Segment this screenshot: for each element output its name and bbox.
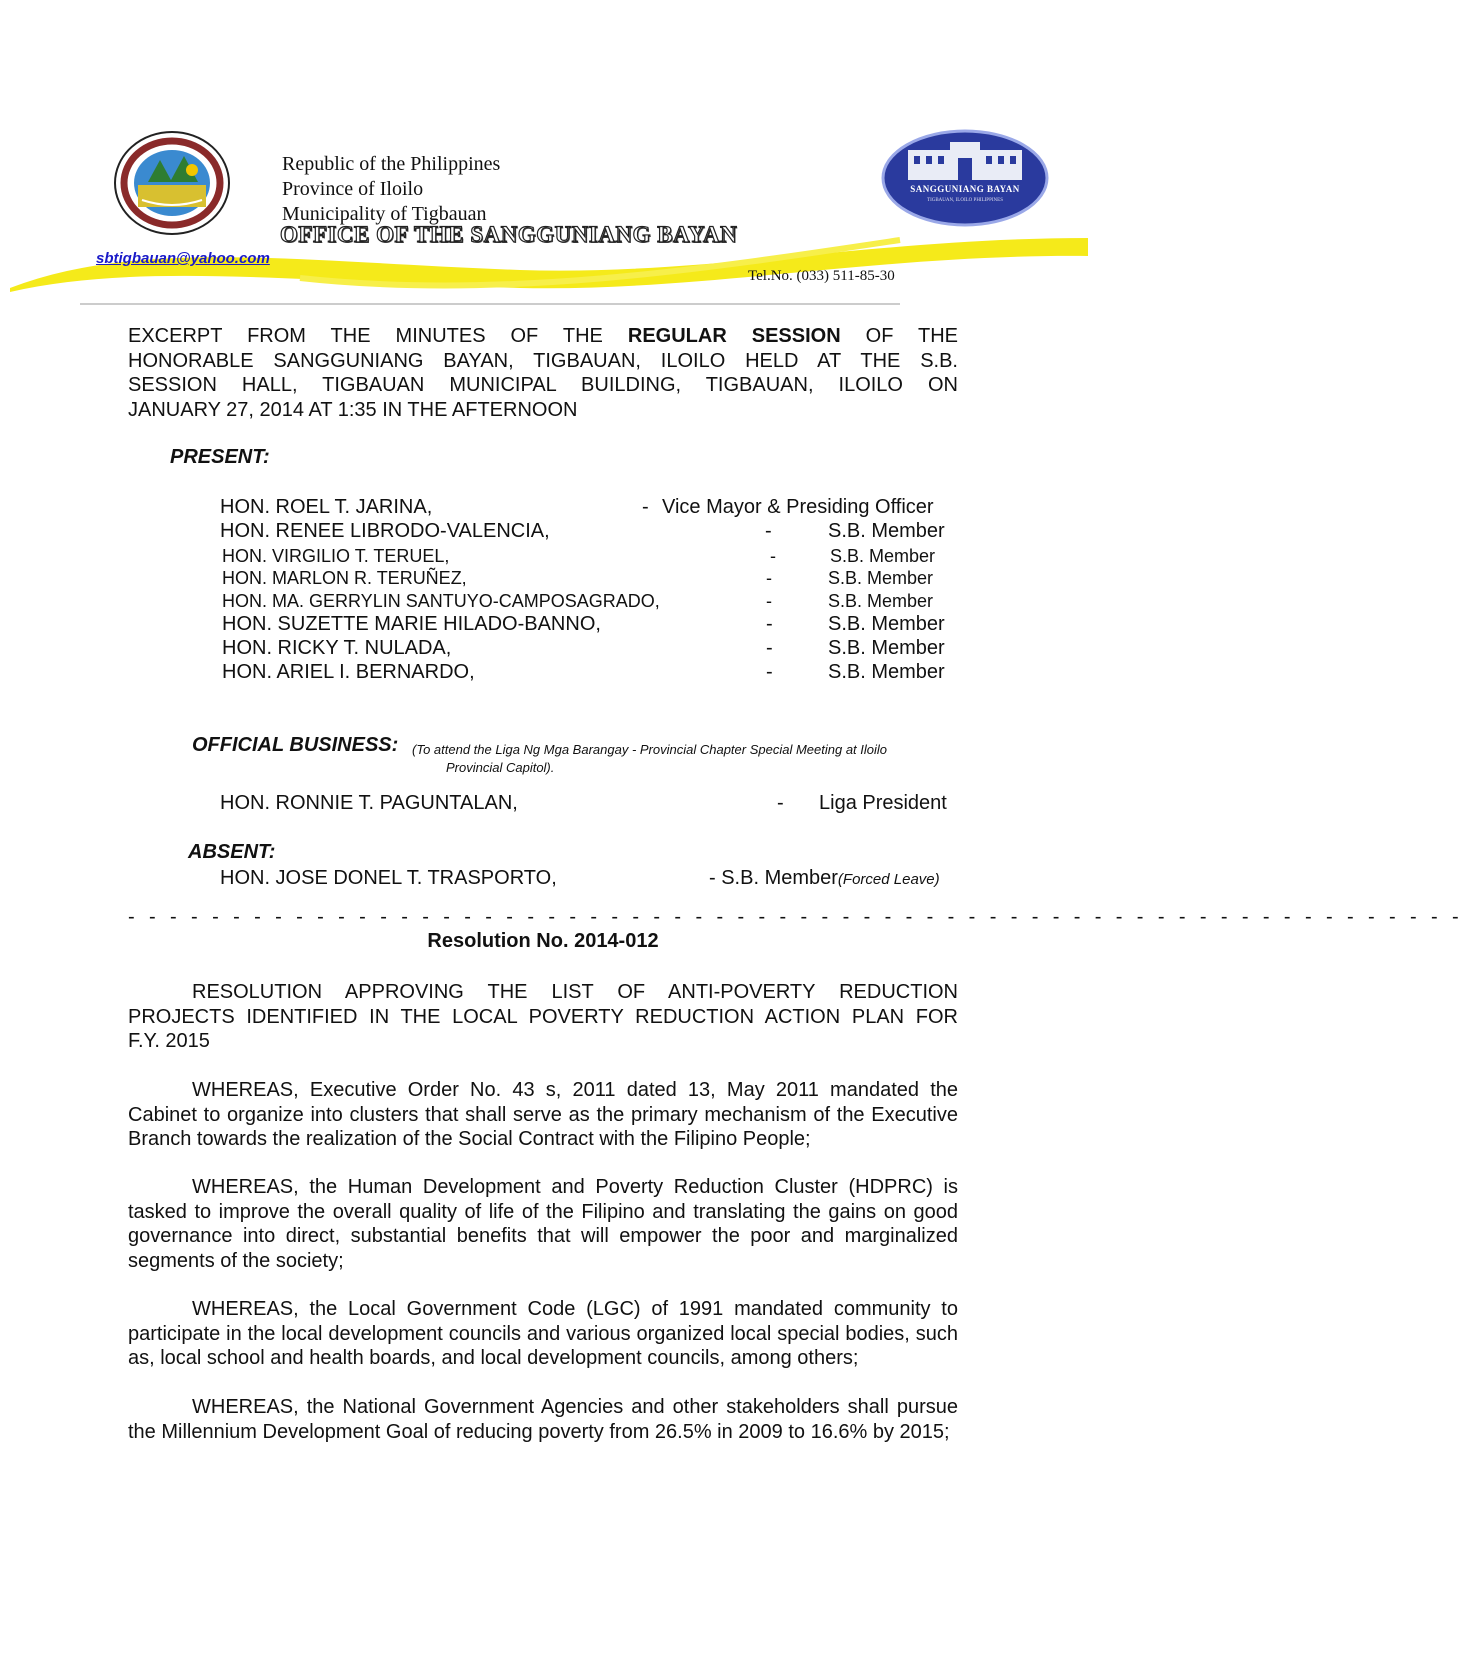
resolution-title-line-3: F.Y. 2015 bbox=[128, 1030, 210, 1052]
separator-line: - - - - - - - - - - - - - - - - - - - - - - - - - - - - - - - - - - - - - - - - - - - - - - - - - - - - - - - - - - - - - - - - bbox=[128, 906, 1463, 928]
member-dash: - bbox=[766, 637, 773, 659]
resolution-title bbox=[128, 980, 958, 1054]
whereas-paragraph: WHEREAS, the Local Government Code (LGC) of 1991 mandated community to participate in the local development councils and various organized local special bodies, such as, local school and health boards, and local development councils, among others; bbox=[128, 1298, 958, 1370]
member-row bbox=[220, 545, 960, 567]
session-type: REGULAR SESSION bbox=[627, 325, 841, 347]
absent-row bbox=[220, 866, 960, 890]
member-name: HON. JOSE DONEL T. TRASPORTO, bbox=[220, 867, 557, 889]
member-role: S.B. Member bbox=[828, 637, 945, 659]
member-name: HON. ARIEL I. BERNARDO, bbox=[222, 661, 475, 683]
member-name: HON. ROEL T. JARINA, bbox=[220, 496, 433, 518]
member-role: S.B. Member bbox=[828, 661, 945, 683]
member-role: S.B. Member bbox=[828, 613, 945, 635]
excerpt-line-2: HONORABLE SANGGUNIANG BAYAN, TIGBAUAN, ILOILO HELD AT THE S.B. bbox=[128, 349, 958, 372]
whereas-paragraph: WHEREAS, the National Government Agencies and other stakeholders shall pursue the Millennium Development Goal of reducing poverty from 26.5% in 2009 to 16.6% by 2015; bbox=[128, 1396, 958, 1443]
official-business-label: OFFICIAL BUSINESS: bbox=[192, 734, 399, 756]
member-role: S.B. Member bbox=[828, 591, 934, 611]
member-role: Liga President bbox=[819, 792, 947, 814]
excerpt-line-3: SESSION HALL, TIGBAUAN MUNICIPAL BUILDING, TIGBAUAN, ILOILO ON bbox=[128, 374, 958, 396]
member-name: HON. VIRGILIO T. TERUEL, bbox=[222, 546, 450, 566]
member-row bbox=[220, 567, 960, 589]
member-row bbox=[220, 612, 960, 636]
member-name: HON. RONNIE T. PAGUNTALAN, bbox=[220, 792, 518, 814]
member-dash: - bbox=[765, 520, 772, 542]
republic-line: Republic of the Philippines bbox=[282, 153, 501, 175]
municipality-line: Municipality of Tigbauan bbox=[282, 203, 487, 225]
present-label: PRESENT: bbox=[170, 446, 270, 468]
member-name: HON. MARLON R. TERUÑEZ, bbox=[222, 568, 467, 588]
whereas-paragraph: WHEREAS, the Human Development and Poverty Reduction Cluster (HDPRC) is tasked to improve the overall quality of life of the Filipino and translating the gains on good governance into direct, substantial benefits that will empower the poor and marginalized segments of the society; bbox=[128, 1176, 958, 1272]
excerpt-block bbox=[128, 324, 958, 422]
province-line: Province of Iloilo bbox=[282, 178, 424, 200]
member-name: HON. MA. GERRYLIN SANTUYO-CAMPOSAGRADO, bbox=[222, 591, 660, 611]
member-dash: - bbox=[766, 613, 773, 635]
member-row bbox=[220, 636, 960, 660]
official-business-note: (To attend the Liga Ng Mga Barangay - Provincial Chapter Special Meeting at Iloilo bbox=[412, 742, 888, 757]
sb-logo-subtitle: TIGBAUAN, ILOILO PHILIPPINES bbox=[927, 198, 1003, 203]
absent-label: ABSENT: bbox=[188, 841, 276, 863]
member-name: HON. SUZETTE MARIE HILADO-BANNO, bbox=[222, 613, 601, 635]
member-row bbox=[220, 519, 960, 543]
member-row bbox=[220, 660, 960, 684]
sangguniang-bayan-logo bbox=[880, 128, 1050, 228]
leave-note: (Forced Leave) bbox=[837, 871, 940, 888]
telephone-number: Tel.No. (033) 511-85-30 bbox=[748, 268, 895, 284]
municipal-seal bbox=[112, 130, 232, 236]
official-business-row bbox=[220, 791, 960, 815]
member-dash: - bbox=[766, 591, 772, 611]
member-dash: - bbox=[642, 496, 649, 518]
member-name: HON. RICKY T. NULADA, bbox=[222, 637, 452, 659]
excerpt-line-1: EXCERPT FROM THE MINUTES OF THE REGULAR SESSION OF THE bbox=[128, 325, 959, 347]
member-dash: - bbox=[777, 792, 784, 814]
office-title: OFFICE OF THE SANGGUNIANG BAYAN bbox=[280, 222, 738, 247]
whereas-paragraph: WHEREAS, Executive Order No. 43 s, 2011 dated 13, May 2011 mandated the Cabinet to organize into clusters that shall serve as the primary mechanism of the Executive Branch towards the realization of the Social Contract with the Filipino People; bbox=[128, 1079, 958, 1151]
member-dash: - bbox=[766, 568, 772, 588]
resolution-number: Resolution No. 2014-012 bbox=[427, 930, 659, 952]
member-role: - S.B. Member(Forced Leave) bbox=[709, 867, 940, 889]
resolution-title-line-1: RESOLUTION APPROVING THE LIST OF ANTI-POVERTY REDUCTION bbox=[192, 981, 958, 1003]
official-business-note-cont: Provincial Capitol). bbox=[446, 760, 555, 775]
member-role: Vice Mayor & Presiding Officer bbox=[662, 496, 934, 518]
resolution-title-line-2: PROJECTS IDENTIFIED IN THE LOCAL POVERTY REDUCTION ACTION PLAN FOR bbox=[128, 1005, 958, 1028]
excerpt-line-4: JANUARY 27, 2014 AT 1:35 IN THE AFTERNOON bbox=[128, 398, 578, 421]
member-role: S.B. Member bbox=[828, 520, 945, 542]
sb-logo-title: SANGGUNIANG BAYAN bbox=[910, 184, 1020, 194]
member-row bbox=[220, 590, 960, 612]
member-role: S.B. Member bbox=[830, 546, 936, 566]
member-role: S.B. Member bbox=[828, 568, 934, 588]
member-name: HON. RENEE LIBRODO-VALENCIA, bbox=[220, 520, 550, 542]
member-dash: - bbox=[766, 661, 773, 683]
member-row bbox=[220, 495, 960, 519]
member-dash: - bbox=[770, 546, 776, 566]
email-link[interactable]: sbtigbauan@yahoo.com bbox=[96, 250, 270, 267]
